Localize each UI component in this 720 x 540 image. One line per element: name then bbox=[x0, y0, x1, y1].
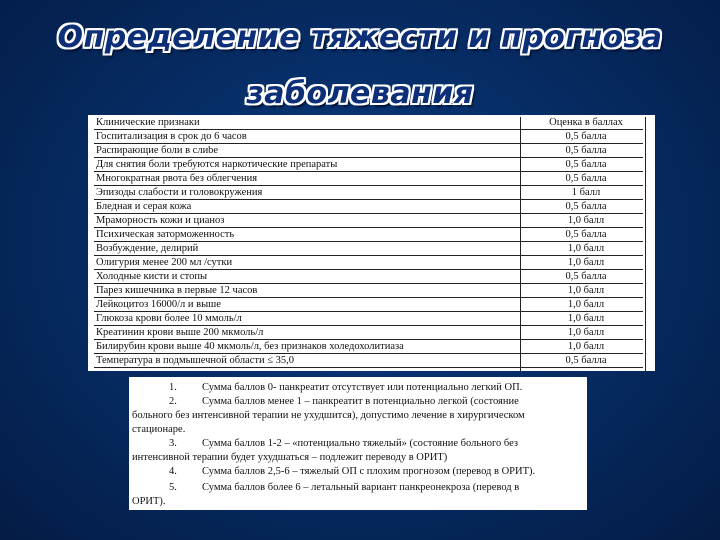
table-row bbox=[94, 326, 643, 340]
slide-title bbox=[0, 10, 720, 122]
note-number: 4. bbox=[169, 466, 177, 477]
row-score: 1,0 балл bbox=[567, 313, 605, 324]
table-row bbox=[94, 186, 643, 200]
note-text: стационаре. bbox=[132, 424, 186, 435]
table-row bbox=[94, 284, 643, 298]
row-score: 1,0 балл bbox=[567, 299, 605, 310]
note-text: Сумма баллов 0- панкреатит отсутствует или потенциально легкий ОП. bbox=[202, 382, 523, 393]
interpretation-notes bbox=[129, 377, 587, 510]
row-score: 1,0 балл bbox=[567, 285, 605, 296]
row-sign: Мраморность кожи и цианоз bbox=[96, 215, 225, 226]
row-sign: Многократная рвота без облегчения bbox=[96, 173, 258, 184]
row-score: 0,5 балла bbox=[565, 229, 607, 240]
row-score: 1,0 балл bbox=[567, 341, 605, 352]
note-line bbox=[132, 495, 583, 508]
row-sign: Креатинин крови выше 200 мкмоль/л bbox=[96, 327, 264, 338]
row-sign: Психическая заторможенность bbox=[96, 229, 235, 240]
row-score: 0,5 балла bbox=[565, 159, 607, 170]
note-number: 1. bbox=[169, 382, 177, 393]
row-sign: Распирающие боли в слиbe bbox=[96, 145, 219, 156]
row-sign: Для снятия боли требуются наркотические препараты bbox=[96, 159, 338, 170]
row-score: 0,5 балла bbox=[565, 131, 607, 142]
row-sign: Эпизоды слабости и головокружения bbox=[96, 187, 263, 198]
row-score: 0,5 балла bbox=[565, 173, 607, 184]
note-line bbox=[132, 481, 583, 494]
row-sign: Возбуждение, делирий bbox=[96, 243, 199, 254]
note-number: 2. bbox=[169, 396, 177, 407]
row-sign: Госпитализация в срок до 6 часов bbox=[96, 131, 247, 142]
note-line bbox=[132, 409, 583, 422]
note-line bbox=[132, 423, 583, 436]
note-text: интенсивной терапии будет ухудшаться – подлежит переводу в ОРИТ) bbox=[132, 452, 448, 463]
table-row bbox=[94, 242, 643, 256]
table-row bbox=[94, 312, 643, 326]
row-score: 1,0 балл bbox=[567, 215, 605, 226]
note-text: Сумма баллов 1-2 – «потенциально тяжелый» (состояние больного без bbox=[202, 438, 519, 449]
note-line bbox=[132, 395, 583, 408]
row-sign: Олигурия менее 200 мл /сутки bbox=[96, 257, 233, 268]
note-line bbox=[132, 465, 583, 478]
row-score: 0,5 балла bbox=[565, 145, 607, 156]
header-score: Оценка в баллах bbox=[549, 117, 623, 128]
row-sign: Глюкоза крови более 10 ммоль/л bbox=[96, 313, 242, 324]
row-score: 1 балл bbox=[571, 187, 601, 198]
header-sign: Клинические признаки bbox=[96, 117, 200, 128]
table-row bbox=[94, 270, 643, 284]
table-row bbox=[94, 214, 643, 228]
table-row bbox=[94, 298, 643, 312]
note-line bbox=[132, 437, 583, 450]
table-row bbox=[94, 130, 643, 144]
table-row bbox=[94, 172, 643, 186]
row-score: 0,5 балла bbox=[565, 201, 607, 212]
title-line-1: Определение тяжести и прогноза bbox=[57, 20, 663, 55]
row-sign: Лейкоцитоз 16000/л и выше bbox=[96, 299, 221, 310]
row-sign: Билирубин крови выше 40 мкмоль/л, без признаков холедохолитиаза bbox=[96, 341, 404, 352]
table-row bbox=[94, 340, 643, 354]
note-text: Сумма баллов менее 1 – панкреатит в потенциально легкой (состояние bbox=[202, 396, 519, 407]
note-line bbox=[132, 381, 583, 394]
row-score: 0,5 балла bbox=[565, 355, 607, 366]
row-sign: Парез кишечника в первые 12 часов bbox=[96, 285, 258, 296]
note-text: Сумма баллов 2,5-6 – тяжелый ОП с плохим прогнозом (перевод в ОРИТ). bbox=[202, 466, 536, 477]
row-sign: Бледная и серая кожа bbox=[96, 201, 192, 212]
note-number: 5. bbox=[169, 482, 177, 493]
row-score: 1,0 балл bbox=[567, 257, 605, 268]
row-sign: Температура в подмышечной области ≤ 35,0 bbox=[96, 355, 295, 366]
note-line bbox=[132, 451, 583, 464]
note-text: больного без интенсивной терапии не ухудшится), допустимо лечение в хирургическом bbox=[132, 410, 525, 421]
row-sign: Холодные кисти и стопы bbox=[96, 271, 208, 282]
note-number: 3. bbox=[169, 438, 177, 449]
note-text: Сумма баллов более 6 – летальный вариант панкреонекроза (перевод в bbox=[202, 482, 520, 493]
table-row bbox=[94, 158, 643, 172]
table-header-row bbox=[94, 116, 643, 130]
table-row bbox=[94, 354, 643, 368]
note-text: ОРИТ). bbox=[132, 496, 166, 507]
row-score: 1,0 балл bbox=[567, 243, 605, 254]
title-line-2: заболевания bbox=[246, 76, 474, 111]
table-row bbox=[94, 200, 643, 214]
table-row bbox=[94, 256, 643, 270]
scoring-table bbox=[88, 115, 655, 371]
table-row bbox=[94, 228, 643, 242]
table-row bbox=[94, 144, 643, 158]
row-score: 1,0 балл bbox=[567, 327, 605, 338]
row-score: 0,5 балла bbox=[565, 271, 607, 282]
